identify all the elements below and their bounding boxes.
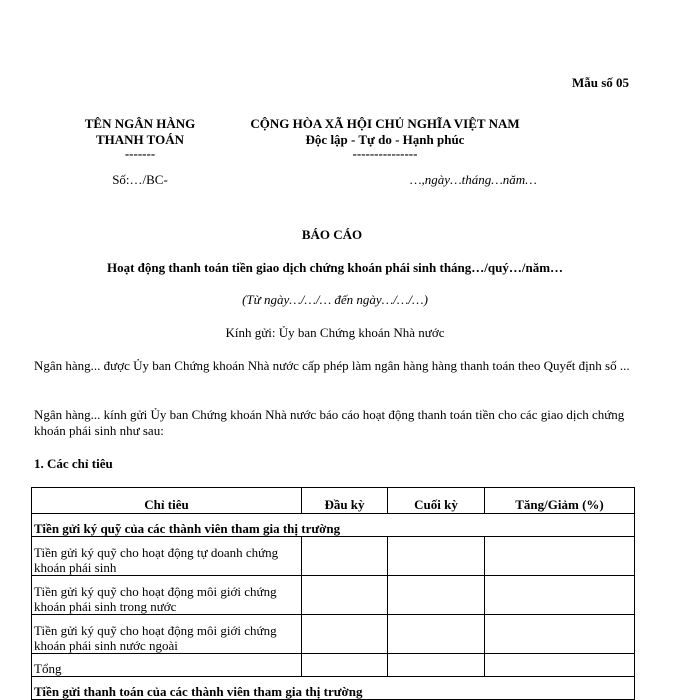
bank-name-line1: TÊN NGÂN HÀNG [84, 116, 196, 131]
cell-change[interactable] [485, 576, 635, 615]
header-end-period: Cuối kỳ [388, 488, 485, 514]
table-header-row [32, 488, 635, 514]
cell-start[interactable] [302, 537, 388, 576]
header-start-period: Đầu kỳ [302, 488, 388, 514]
cell-change[interactable] [485, 654, 635, 677]
document-number: Số:…/BC- [112, 172, 168, 187]
republic-separator: --------------- [352, 146, 418, 161]
addressee: Kính gửi: Ủy ban Chứng khoán Nhà nước [225, 325, 445, 340]
table-total-row [32, 654, 635, 677]
bank-name-line2: THANH TOÁN [95, 132, 184, 147]
row-label: Tiền gửi ký quỹ cho hoạt động môi giới chứng khoán phái sinh nước ngoài [32, 615, 302, 654]
row-label: Tiền gửi ký quỹ cho hoạt động tự doanh chứng khoán phái sinh [32, 537, 302, 576]
cell-change[interactable] [485, 537, 635, 576]
cell-start[interactable] [302, 615, 388, 654]
cell-start[interactable] [302, 576, 388, 615]
row-label: Tiền gửi ký quỹ cho hoạt động môi giới chứng khoán phái sinh trong nước [32, 576, 302, 615]
cell-end[interactable] [388, 537, 485, 576]
report-subtitle: Hoạt động thanh toán tiền giao dịch chứng khoán phái sinh tháng…/quý…/năm… [106, 260, 564, 275]
paragraph-license: Ngân hàng... được Ủy ban Chứng khoán Nhà nước cấp phép làm ngân hàng hàng thanh toán theo Quyết định số ... [34, 358, 630, 373]
section-margin-deposits: Tiền gửi ký quỹ của các thành viên tham gia thị trường [32, 514, 635, 537]
report-period: (Từ ngày…/…/… đến ngày…/…/…) [242, 292, 428, 307]
report-title: BÁO CÁO [301, 227, 363, 242]
republic-name: CỘNG HÒA XÃ HỘI CHỦ NGHĨA VIỆT NAM [250, 116, 520, 131]
cell-end[interactable] [388, 615, 485, 654]
table-row [32, 537, 635, 576]
cell-start[interactable] [302, 654, 388, 677]
section-payment-deposits: Tiền gửi thanh toán của các thành viên tham gia thị trường [32, 677, 635, 700]
total-label: Tổng [32, 654, 302, 677]
form-number: Mẫu số 05 [572, 75, 630, 90]
cell-change[interactable] [485, 615, 635, 654]
table-section-row [32, 677, 635, 700]
section-heading: 1. Các chỉ tiêu [34, 456, 113, 471]
cell-end[interactable] [388, 576, 485, 615]
table-section-row [32, 514, 635, 537]
header-indicator: Chỉ tiêu [32, 488, 302, 514]
indicators-table [31, 487, 635, 700]
paragraph-report-intro: Ngân hàng... kính gửi Ủy ban Chứng khoán Nhà nước báo cáo hoạt động thanh toán tiền cho các giao dịch chứng khoán phái sinh như sau: [34, 407, 625, 438]
cell-end[interactable] [388, 654, 485, 677]
table-row [32, 576, 635, 615]
header-change-percent: Tăng/Giảm (%) [485, 488, 635, 514]
bank-separator: ------- [124, 146, 156, 161]
republic-motto: Độc lập - Tự do - Hạnh phúc [305, 132, 465, 147]
date-line: …,ngày…tháng…năm… [410, 172, 537, 187]
table-row [32, 615, 635, 654]
